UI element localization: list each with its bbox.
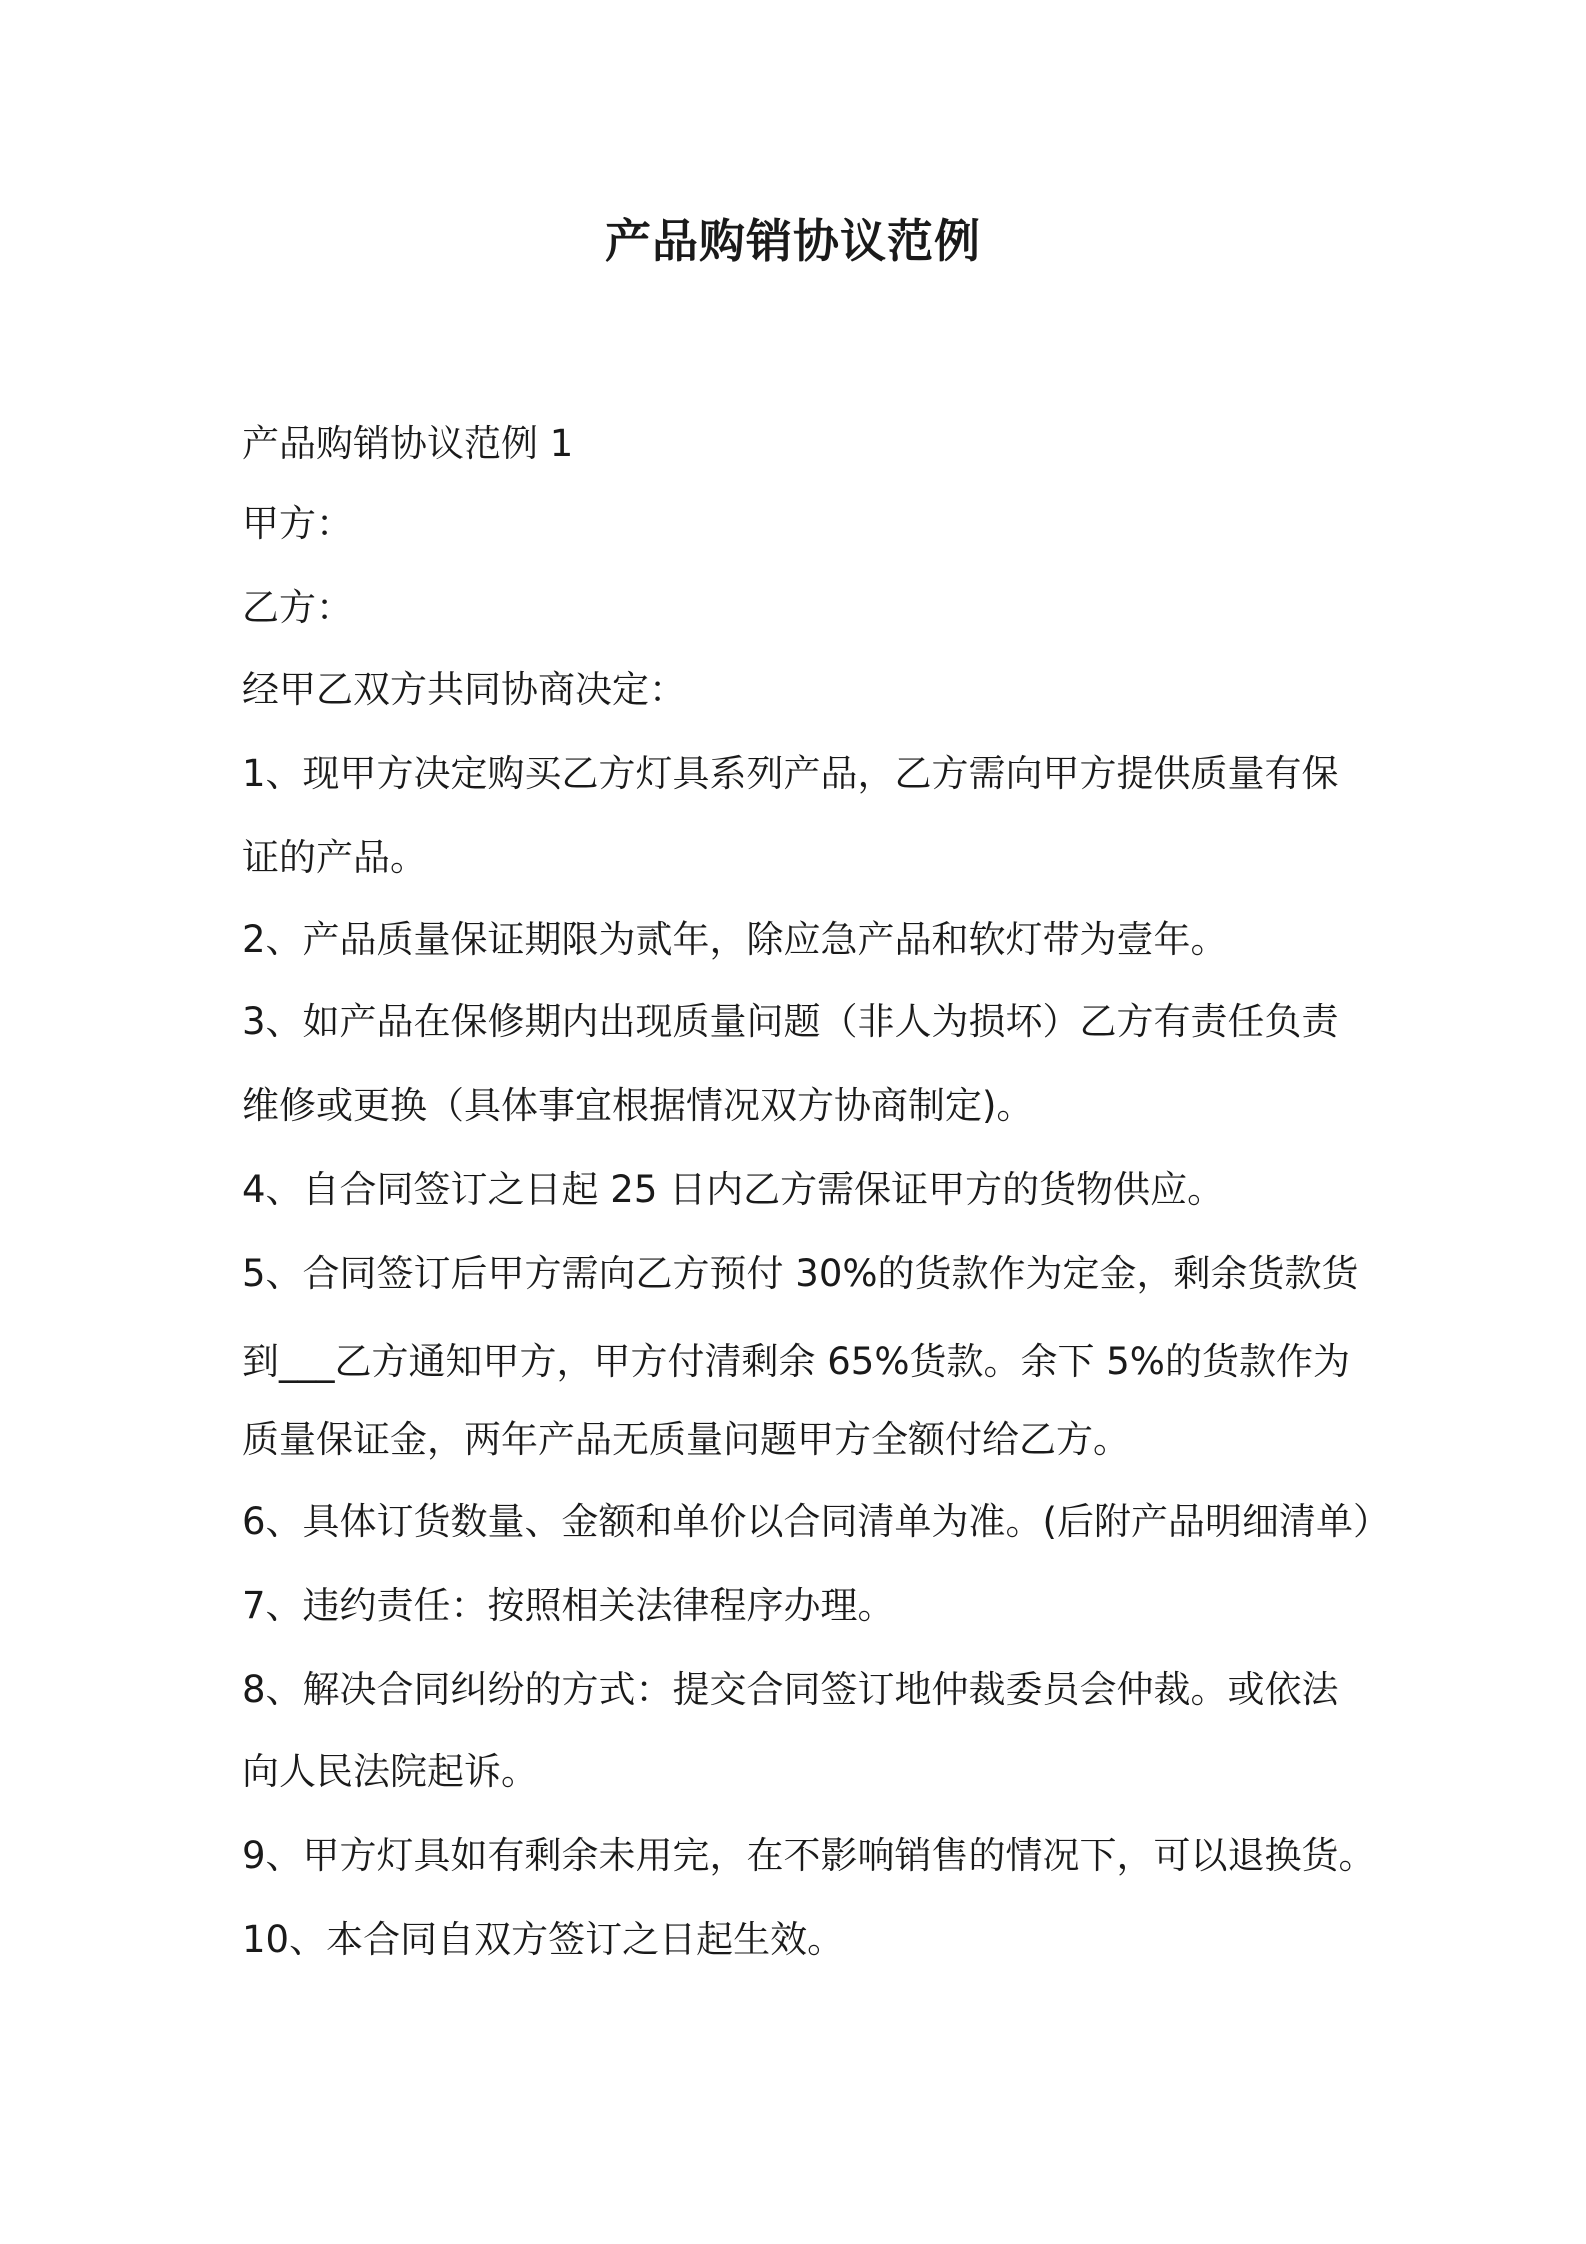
preamble-line: 经甲乙双方共同协商决定： — [242, 668, 686, 711]
document-title: 产品购销协议范例 — [605, 214, 981, 268]
clause-1-line-1: 1、现甲方决定购买乙方灯具系列产品，乙方需向甲方提供质量有保 — [242, 752, 1339, 795]
clause-5-line-1: 5、合同签订后甲方需向乙方预付 30%的货款作为定金，剩余货款货 — [242, 1252, 1359, 1295]
clause-10-line: 10、本合同自双方签订之日起生效。 — [242, 1918, 845, 1961]
section-heading: 产品购销协议范例 1 — [242, 422, 574, 465]
clause-5-line-3: 质量保证金，两年产品无质量问题甲方全额付给乙方。 — [242, 1418, 1130, 1461]
clause-4-line: 4、自合同签订之日起 25 日内乙方需保证甲方的货物供应。 — [242, 1168, 1225, 1211]
party-b-line: 乙方： — [242, 586, 353, 629]
party-a-line: 甲方： — [242, 502, 353, 545]
clause-7-line: 7、违约责任：按照相关法律程序办理。 — [242, 1584, 895, 1627]
clause-6-line: 6、具体订货数量、金额和单价以合同清单为准。(后附产品明细清单） — [242, 1500, 1390, 1543]
clause-3-line-2: 维修或更换（具体事宜根据情况双方协商制定)。 — [242, 1084, 1034, 1127]
clause-9-line: 9、甲方灯具如有剩余未用完，在不影响销售的情况下，可以退换货。 — [242, 1834, 1376, 1877]
clause-5-line-2: 到___乙方通知甲方，甲方付清剩余 65%货款。余下 5%的货款作为 — [242, 1340, 1350, 1383]
clause-3-line-1: 3、如产品在保修期内出现质量问题（非人为损坏）乙方有责任负责 — [242, 1000, 1339, 1043]
clause-1-line-2: 证的产品。 — [242, 836, 427, 879]
clause-2-line: 2、产品质量保证期限为贰年，除应急产品和软灯带为壹年。 — [242, 918, 1228, 961]
clause-8-line-1: 8、解决合同纠纷的方式：提交合同签订地仲裁委员会仲裁。或依法 — [242, 1668, 1339, 1711]
clause-8-line-2: 向人民法院起诉。 — [242, 1750, 538, 1793]
